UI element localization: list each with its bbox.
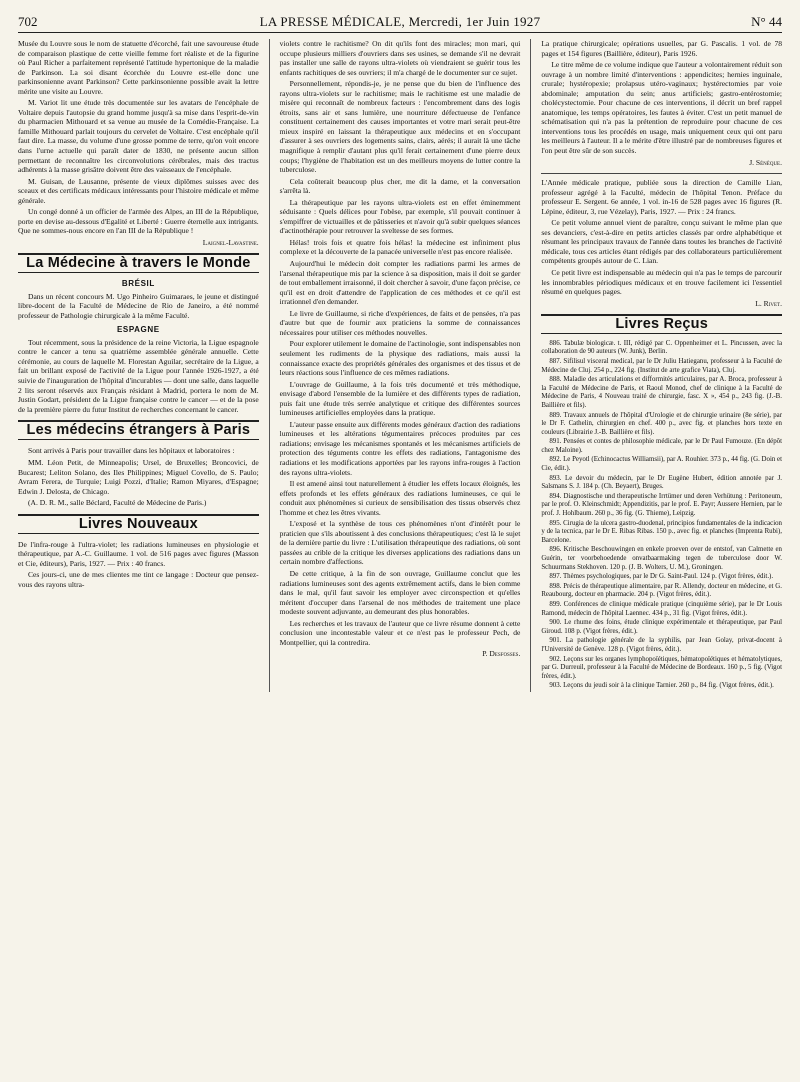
paragraph: Hélas! trois fois et quatre fois hélas! la médecine est infiniment plus complexe et la découverte de la panacée universelle n'est pas encore réalisée. xyxy=(279,237,521,257)
paragraph: L'ouvrage de Guillaume, à la fois très documenté et très méthodique, envisage d'abord l'ensemble de la lumière et des différents types de radiation, puis fait une étude très serrée analytique et critique des différentes sources lumineuses artificielles employées dans la pratique. xyxy=(279,379,521,418)
paragraph: Le titre même de ce volume indique que l'auteur a volontairement réduit son ouvrage à un nombre limité d'interventions : appendicites; hernies inguinale, crurale; hystéropexie; prolapsus utéro-vaginaux; hystérectomies par voie abdominale; amputation du sein; anus artificiels; gastro-entérostomie; cholécystectomie. Pour chacune de ces interventions, il décrit un bref rappel anatomique, les temps opératoires, les fautes à éviter. C'est un petit manuel de schématisation qui n'a pas la prétention de reproduire pour chacune de ces interventions tous les procédés en usage, mais uniquement ceux qui ont paru les meilleurs à l'auteur. Il a le mérite d'être illustré par de nombreuses figures et l'on peut être sûr de son succès. xyxy=(541,60,782,156)
list-item: 895. Cirugia de la ulcera gastro-duodenal, principios fundamentales de la indicacion y de la tecnica, par le Dr E. Ribas Ribas. 150 p., avec fig. et planches (Imprenta Rubi), Barcelone. xyxy=(541,519,782,544)
paragraph: Ces jours-ci, une de mes clientes me tint ce langage : Docteur que pensez-vous des rayons ultra- xyxy=(18,570,259,589)
paragraph: De cette critique, à la fin de son ouvrage, Guillaume conclut que les radiations lumineuses sont des agents extrêmement actifs, dans le bien comme dans le mal, qu'il faut savoir les employer avec circonspection et qu'elles méritent d'occuper dans l'arsenal de nos méthodes de traitement une place modeste souvent adjuvante, au demeurant des plus honorables. xyxy=(279,568,521,617)
paragraph: Tout récemment, sous la présidence de la reine Victoria, la Ligue espagnole contre le cancer a tenu sa quatrième assemblée générale annuelle. Cette cérémonie, au cours de laquelle M. Florestan Aguilar, secrétaire de la Ligue, a fait un brillant exposé de l'activité de la Ligue pour l'année 1926-1927, a été suivie de l'inauguration de l'hôpital d'incurables — dont une salle, dans laquelle 2 lits seront réservés aux Français résidant à Madrid, portera le nom de M. Justin Godart, président de la Ligue française contre le cancer — et de la pose de la première pierre du futur Institut de recherches concernant le cancer. xyxy=(18,337,259,414)
section-heading-monde: La Médecine à travers le Monde xyxy=(18,253,259,273)
paragraph: Ce petit volume annuel vient de paraître, conçu suivant le même plan que ses devanciers, c'est-à-dire en petits articles classés par ordre alphabétique et résumant les principaux travaux de l'année dans toutes les branches de l'activité médicale, tous ces articles étant rédigés par des collaborateurs particulièrement compétents groupés autour de C. Lian. xyxy=(541,218,782,266)
columns xyxy=(18,39,782,692)
paragraph: Personnellement, répondis-je, je ne pense que du bien de l'influence des rayons ultra-violets sur le rachitisme; mais le rachitisme est une maladie de misère qui reconnaît de nombreux facteurs : l'encombrement dans des logis étroits, sans air et sans lumière, une nourriture défectueuse de l'enfance constituent certainement des causes importantes et votre mari serait peut-être mieux inspiré en laissant la thérapeutique aux médecins et en s'occupant d'assurer à ses ouvriers des logements sains, clairs, aérés; il aurait là une tâche magnifique à remplir d'autant plus qu'il ferait certainement d'une pierre deux coups; l'hygiène de l'habitation est un des meilleurs moyens de lutter contre la tuberculose. xyxy=(279,79,521,175)
issue-number: N° 44 xyxy=(751,14,782,29)
column-2 xyxy=(280,39,521,692)
list-item: 889. Travaux annuels de l'hôpital d'Urologie et de chirurgie urinaire (8e série), par le Dr F. Cathelin, chirurgien en chef. 400 p., avec fig. et planches hors texte en couleurs (Librairie J.-B. Baillière et fils). xyxy=(541,411,782,436)
paragraph: L'exposé et la synthèse de tous ces phénomènes n'ont d'intérêt pour le praticien que s'ils aboutissent à des conclusions thérapeutiques; c'est là le sujet de la dernière partie du livre : L'utilisation thérapeutique des radiations, où sont passées au crible de la critique les diverses applications des radiations dans un certain nombre d'affections. xyxy=(279,519,521,567)
list-item: 886. Tabulæ biologicæ. t. III, rédigé par C. Oppenheimer et L. Pincussen, avec la collaboration de 90 auteurs (W. Junk), Berlin. xyxy=(541,339,782,356)
list-item: 896. Kritische Beschouwingen en enkele proeven over de entstof, van Calmette en Guérin, ter voorbehoedende onvatbaarmaking tegen de tuberculose door W. Schuurmans Stekhoven. 120 p. (J. B. Wolters, U. M.), Groningen. xyxy=(541,546,782,571)
paragraph: violets contre le rachitisme? On dit qu'ils font des miracles; mon mari, qui occupe plusieurs milliers d'ouvriers dans ses usines, se demande s'il ne devrait pas installer une salle de rayons ultra-violets où viendraient se guérir tous les enfants rachitiques de ses ouvriers; il m'a chargé de le documenter sur ce sujet. xyxy=(279,39,521,77)
column-1 xyxy=(18,39,259,692)
paragraph: Cela coûterait beaucoup plus cher, me dit la dame, et la conversation s'arrêta là. xyxy=(279,176,521,196)
signature: Laignel-Lavastine. xyxy=(202,237,259,247)
book-entry: La pratique chirurgicale; opérations usuelles, par G. Pascalis. 1 vol. de 78 pages et 154 figures (Baillière, éditeur), Paris 1926. xyxy=(541,39,782,58)
list-item: 901. La pathologie générale de la syphilis, par Jean Golay, privat-docent à l'Université de Genève. 128 p. (Vigot frères, édit.). xyxy=(541,637,782,653)
paragraph: Sont arrivés à Paris pour travailler dans les hôpitaux et laboratoires : xyxy=(28,445,235,455)
paragraph: La thérapeutique par les rayons ultra-violets est en effet éminemment séduisante : Quels délices pour l'obèse, par exemple, s'il pouvait continuer à s'empiffrer de victuailles et de pâtisseries et n'avoir qu'à subir quelques séances d'actinothérapie pour retrouver la sveltesse de ses formes. xyxy=(279,197,521,236)
list-item: 892. Le Peyotl (Echinocactus Williamsii), par A. Rouhier. 373 p., 44 fig. (G. Doin et Cie, édit.). xyxy=(541,456,783,473)
paragraph: (A. D. R. M., salle Béclard, Faculté de Médecine de Paris.) xyxy=(28,498,207,508)
column-3 xyxy=(541,39,782,692)
journal-title: LA PRESSE MÉDICALE, Mercredi, 1er Juin 1927 xyxy=(259,14,541,29)
list-item: 899. Conférences de clinique médicale pratique (cinquième série), par le Dr Louis Ramond, médecin de l'hôpital Laennec. 434 p., 31 fig. (Vigot frères, édit.). xyxy=(541,600,782,617)
paragraph: M. Guisan, de Lausanne, présente de vieux diplômes suisses avec des sceaux et des certificats médicaux intéressants pour l'histoire médicale et même générale. xyxy=(18,176,259,205)
list-item: 891. Pensées et contes de philosophie médicale, par le Dr Paul Fumouze. (En dépôt chez Maloine). xyxy=(541,438,782,454)
list-item: 903. Leçons du jeudi soir à la clinique Tarnier. 260 p., 84 fig. (Vigot frères, édit.). xyxy=(549,682,774,690)
paragraph: Les recherches et les travaux de l'auteur que ce livre résume donnent à cette conclusion une incontestable valeur et ce n'est pas le professeur Pech, de Montpellier, qui la contredira. xyxy=(279,618,521,647)
page-number: 702 xyxy=(18,14,38,29)
divider xyxy=(541,173,782,174)
book-entry: L'Année médicale pratique, publiée sous la direction de Camille Lian, professeur agrégé à la Faculté, médecin de l'hôpital Tenon. Préface du professeur E. Sergent. 6e année, 1 vol. in-16 de 528 pages avec 16 figures (R. Lépine, éditeur, 3, rue Vézelay), Paris, 1927. — Prix : 24 francs. xyxy=(541,178,782,216)
paragraph: Le livre de Guillaume, si riche d'expériences, de faits et de pensées, n'a pas d'autre but que de fournir aux praticiens la somme de connaissances nécessaires pour utiliser ces méthodes nouvelles. xyxy=(279,308,521,337)
running-header xyxy=(18,14,782,33)
paragraph: L'auteur passe ensuite aux différents modes généraux d'action des radiations lumineuses et les altérations tégumentaires précoces produites par ces radiations; envisage les mécanismes spontanés et les mécanismes artificiels de protection des téguments contre les effets des radiations, l'antagonisme des radiations et les modifications apportées par les rayons infra-rouges à l'action des rayons ultra-violets. xyxy=(279,419,521,477)
list-item: 893. Le devoir du médecin, par le Dr Eugène Hubert, édition annotée par J. Salsmans S. J. 184 p. (Ch. Beyaert), Bruges. xyxy=(541,474,782,491)
column-rule xyxy=(269,39,270,692)
list-item: 894. Diagnostische und therapeutische Irrtümer und deren Verhütung : Peritoneum, par le prof. O. Kleinschmidt; Appendizitis, par le prof. E. Payr; Aussere Hernien, par le prof. J. Hohlbaum. 260 p., 36 fig. (G. Thieme), Leipzig. xyxy=(541,492,782,518)
signature: P. Desfosses. xyxy=(482,649,521,659)
paragraph: MM. Léon Petit, de Minneapolis; Ursel, de Bruxelles; Broncovici, de Bucarest; Leliton Solano, des Iles Philippines; Miguel Covello, de S. Paulo; Avram Ferera, de Turquie; Luigi Pozzi, d'Italie; Ramon Miyares, d'Espagne; Edwin J. Delosta, de Chicago. xyxy=(18,458,259,496)
section-heading-recus: Livres Reçus xyxy=(541,314,782,334)
paragraph: Pour explorer utilement le domaine de l'actinologie, sont indispensables non seulement les rudiments de la physique des radiations, mais aussi la connaissance exacte des propriétés générales des organismes et des tissus et de leurs réactions sous l'influence de ces mêmes radiations. xyxy=(279,339,521,378)
signature: L. Rivet. xyxy=(755,298,782,308)
book-entry: De l'infra-rouge à l'ultra-violet; les radiations lumineuses en physiologie et thérapeutique, par A.-C. Guillaume. 1 vol. de 516 pages avec figures (Masson et Cie, éditeurs), Paris, 1927. — Prix : 40 francs. xyxy=(18,539,259,568)
paragraph: M. Variot lit une étude très documentée sur les avatars de l'encéphale de Voltaire depuis l'autopsie du grand homme jusqu'à sa mise dans l'esprit-de-vin du pharmacien Mithouard et sa venue au musée de la Comédie-Française. La famille Mithouard parlait toujours du cervelet de Voltaire. C'est encéphale qu'il faut dire. La masse, du volume d'une grosse pomme de terre, qu'on voit encore dans l'urne actuelle qui paraît dater de 1830, ne présente aucun sillon permettant de reconnaître les circonvolutions cérébrales, mais des tractus adhérents à la masse grisâtre doivent être des vaisseaux de l'encéphale. xyxy=(18,98,259,175)
paragraph: Il est amené ainsi tout naturellement à étudier les effets locaux éloignés, les effets profonds et les effets généraux des radiations lumineuses, ce qui le conduit aux phénomènes si curieux de sensibilisation des tissus observés chez l'homme et chez les êtres vivants. xyxy=(279,479,521,517)
section-heading-nouveaux: Livres Nouveaux xyxy=(18,514,259,534)
books-received-list xyxy=(541,340,782,691)
paragraph: Un congé donné à un officier de l'armée des Alpes, an III de la République, porte en devise au-dessous d'Egalité et Liberté : Guerre éternelle aux intrigants. Que ne sommes-nous encore en l'an III de la République ! xyxy=(18,207,259,236)
section-heading-etrangers: Les médecins étrangers à Paris xyxy=(18,420,259,440)
paragraph: Dans un récent concours M. Ugo Pinheiro Guimaraes, le jeune et distingué libre-docent de la Faculté de Médecine de Rio de Janeiro, a été nommé professeur de Pathologie chirurgicale à la même Faculté. xyxy=(18,291,259,320)
list-item: 900. Le rhume des foins, étude clinique expérimentale et thérapeutique, par Paul Giroud. 108 p. (Vigot frères, édit.). xyxy=(541,619,782,635)
list-item: 898. Précis de thérapeutique alimentaire, par R. Allendy, docteur en médecine, et G. Reaubourg, docteur en pharmacie. 204 p. (Vigot frères, édit.). xyxy=(541,582,782,599)
list-item: 897. Thèmes psychologiques, par le Dr G. Saint-Paul. 124 p. (Vigot frères, édit.). xyxy=(549,573,774,581)
column-rule xyxy=(530,39,531,692)
list-item: 902. Leçons sur les organes lymphopoïétiques, hématopoïétiques et hématolytiques, par G. Durreuil, professeur à la Faculté de Médecine de Bordeaux. 160 p., 5 fig. (Vigot frères, édit.). xyxy=(541,655,782,680)
paragraph: Musée du Louvre sous le nom de statuette d'écorché, fait une savoureuse étude de comparaison plastique de cette vieille femme fort réaliste et de la figurine où Paul Richer a parfaitement représenté l'attitude hypertonique de la maladie de Parkinson. La soi disant écorchée du Louvre est-elle donc une parkinsonienne avant Parkinson? Cette parkinsonienne possible avait la lettre mérite une visite au Louvre. xyxy=(18,39,259,96)
signature: J. Sénèque. xyxy=(749,157,782,167)
paragraph: Ce petit livre est indispensable au médecin qui n'a pas le temps de parcourir les innombrables périodiques médicaux et en trouve facilement ici l'essentiel résumé en quelques pages. xyxy=(541,268,782,297)
list-item: 887. Sifilisul visceral medical, par le Dr Juliu Hatieganu, professeur à la Faculté de Médecine de Cluj. 254 p., 224 fig. (Institut de arte grafice Viata), Cluj. xyxy=(541,357,782,374)
list-item: 888. Maladie des articulations et difformités articulaires, par A. Broca, professeur à la Faculté de Médecine de Paris, et Raoul Monod, chef de clinique à la Faculté de Médecine de Paris, 4 Nouveau traité de chirurgie, fasc. X », 454 p., 243 fig. (J.-B. Baillière et fils). xyxy=(541,376,782,409)
subheading-bresil: BRÉSIL xyxy=(121,279,155,289)
subheading-espagne: ESPAGNE xyxy=(116,325,160,335)
paragraph: Aujourd'hui le médecin doit compter les radiations parmi les armes de l'arsenal thérapeutique mis par la science à sa disposition, mais il doit se garder de tout emballement irraisonné, il doit chercher à savoir, d'une façon précise, ce qu'il est en droit d'attendre de l'application de ces méthodes et ce qu'il est irrationnel d'en demander. xyxy=(279,259,521,307)
